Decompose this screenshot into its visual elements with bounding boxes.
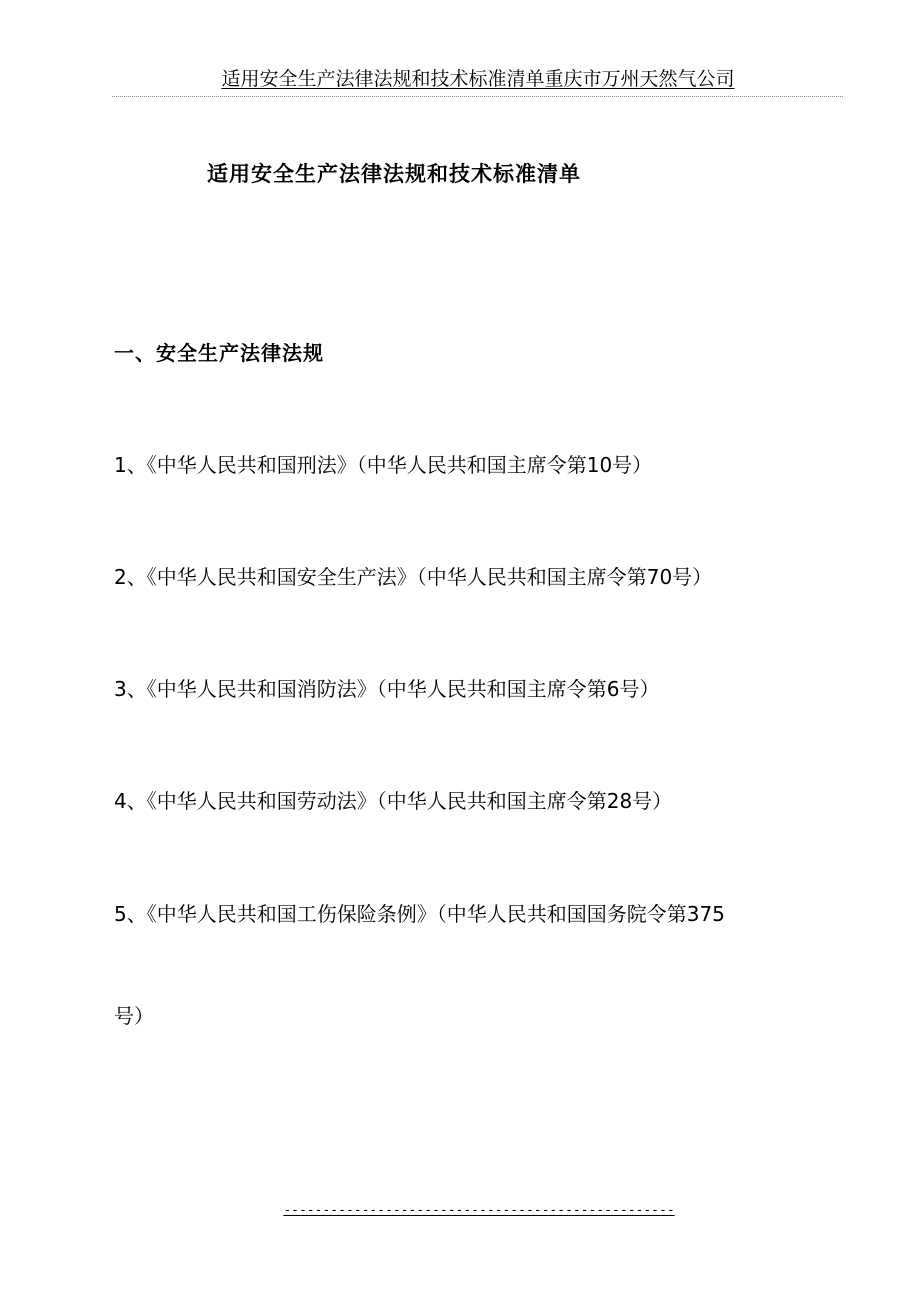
law-item-1 [114,449,844,481]
law-item-3 [114,673,844,705]
law-item-5 [114,898,844,1032]
law-item-text: 4、《中华人民共和国劳动法》（中华人民共和国主席令第28号） [114,789,673,813]
document-title: 适用安全生产法律法规和技术标准清单 [207,162,581,186]
law-item-continuation: 号） [114,1004,154,1028]
law-item-text: 5、《中华人民共和国工伤保险条例》（中华人民共和国国务院令第375 [114,902,725,926]
page-header: 适用安全生产法律法规和技术标准清单重庆市万州天然气公司 [221,68,735,90]
law-item-2 [114,561,844,593]
law-item-4 [114,785,844,817]
law-item-text: 3、《中华人民共和国消防法》（中华人民共和国主席令第6号） [114,677,660,701]
section-heading: 一、安全生产法律法规 [114,341,324,365]
law-item-text: 2、《中华人民共和国安全生产法》（中华人民共和国主席令第70号） [114,565,713,589]
footer-dashes: -------------------------------------------------- [283,1203,675,1218]
law-item-text: 1、《中华人民共和国刑法》（中华人民共和国主席令第10号） [114,453,653,477]
header-divider [112,96,843,97]
